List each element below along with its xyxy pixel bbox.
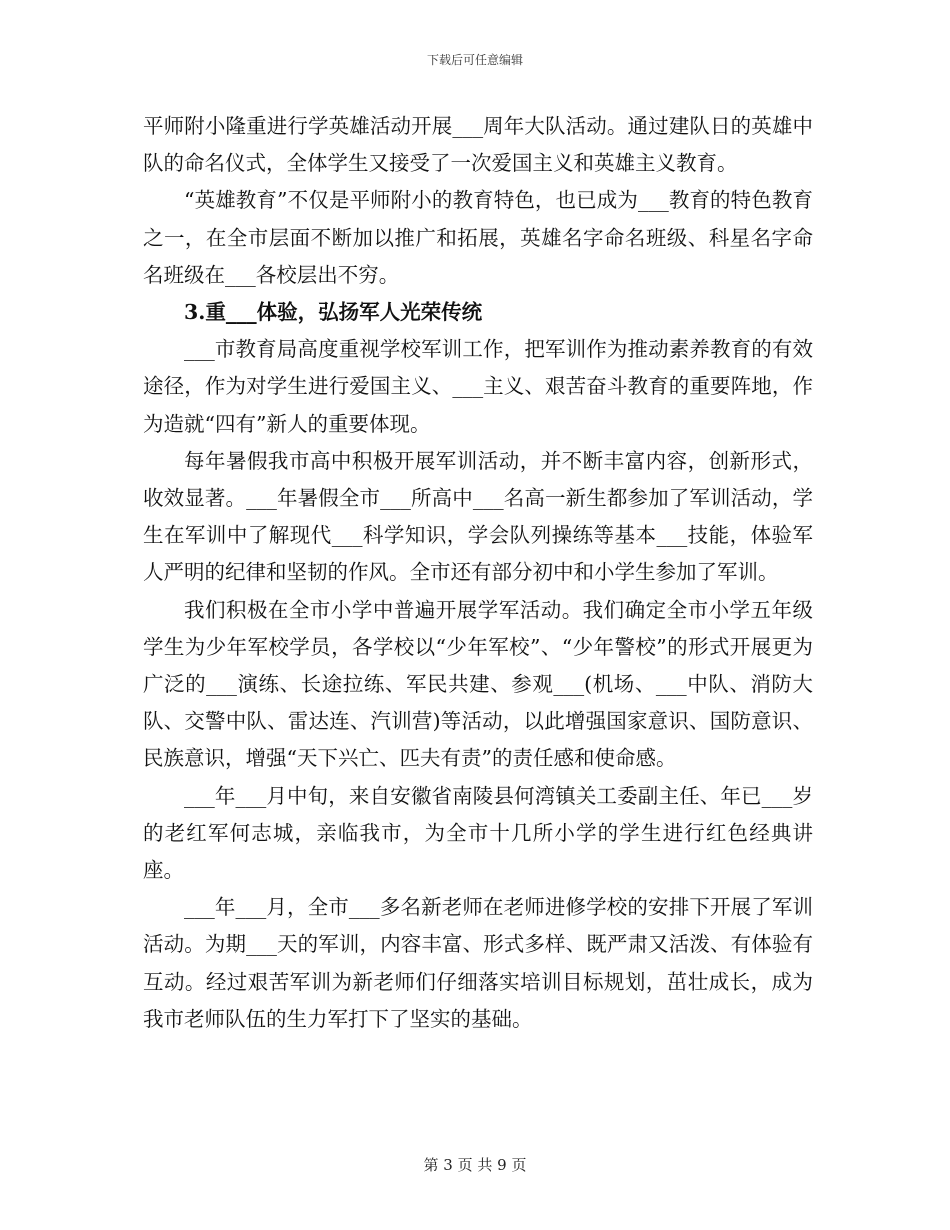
- paragraph-primary-school-activities: 我们积极在全市小学中普遍开展学军活动。我们确定全市小学五年级学生为少年军校学员，各学校以“少年军校”、“少年警校”的形式开展更为广泛的___演练、长途拉练、军民共建、参观___(机场、___中队、消防大队、交警中队、雷达连、汽训营)等活动，以此增强国家意识、国防意识、民族意识，增强“天下兴亡、匹夫有责”的责任感和使命感。: [143, 597, 813, 771]
- paragraph-hero-activity: 平师附小隆重进行学英雄活动开展___周年大队活动。通过建队日的英雄中队的命名仪式，全体学生又接受了一次爱国主义和英雄主义教育。: [143, 114, 813, 176]
- page-footer: 第 3 页 共 9 页: [423, 1156, 527, 1174]
- paragraph-hero-education: “英雄教育”不仅是平师附小的教育特色，也已成为___教育的特色教育之一，在全市层面不断加以推广和拓展，英雄名字命名班级、科星名字命名班级在___各校层出不穷。: [143, 188, 813, 287]
- document-body: [143, 108, 813, 1038]
- paragraph-teacher-training: ___年___月，全市___多名新老师在老师进修学校的安排下开展了军训活动。为期___天的军训，内容丰富、形式多样、既严肃又活泼、有体验有互动。经过艰苦军训为新老师们仔细落实培训目标规划，茁壮成长，成为我市老师队伍的生力军打下了坚实的基础。: [143, 895, 813, 1031]
- paragraph-red-army-lecture: ___年___月中旬，来自安徽省南陵县何湾镇关工委副主任、年已___岁的老红军何志城，亲临我市，为全市十几所小学的学生进行红色经典讲座。: [143, 783, 813, 883]
- page-header: 下载后可任意编辑: [426, 53, 523, 67]
- section-heading-military-experience: 3.重___体验，弘扬军人光荣传统: [184, 300, 483, 325]
- paragraph-military-training-policy: ___市教育局高度重视学校军训工作，把军训作为推动素养教育的有效途径，作为对学生进行爱国主义、___主义、艰苦奋斗教育的重要阵地，作为造就“四有”新人的重要体现。: [143, 337, 813, 436]
- paragraph-summer-training: 每年暑假我市高中积极开展军训活动，并不断丰富内容，创新形式，收效显著。___年暑假全市___所高中___名高一新生都参加了军训活动，学生在军训中了解现代___科学知识，学会队列操练等基本___技能，体验军人严明的纪律和坚韧的作风。全市还有部分初中和小学生参加了军训。: [143, 448, 813, 585]
